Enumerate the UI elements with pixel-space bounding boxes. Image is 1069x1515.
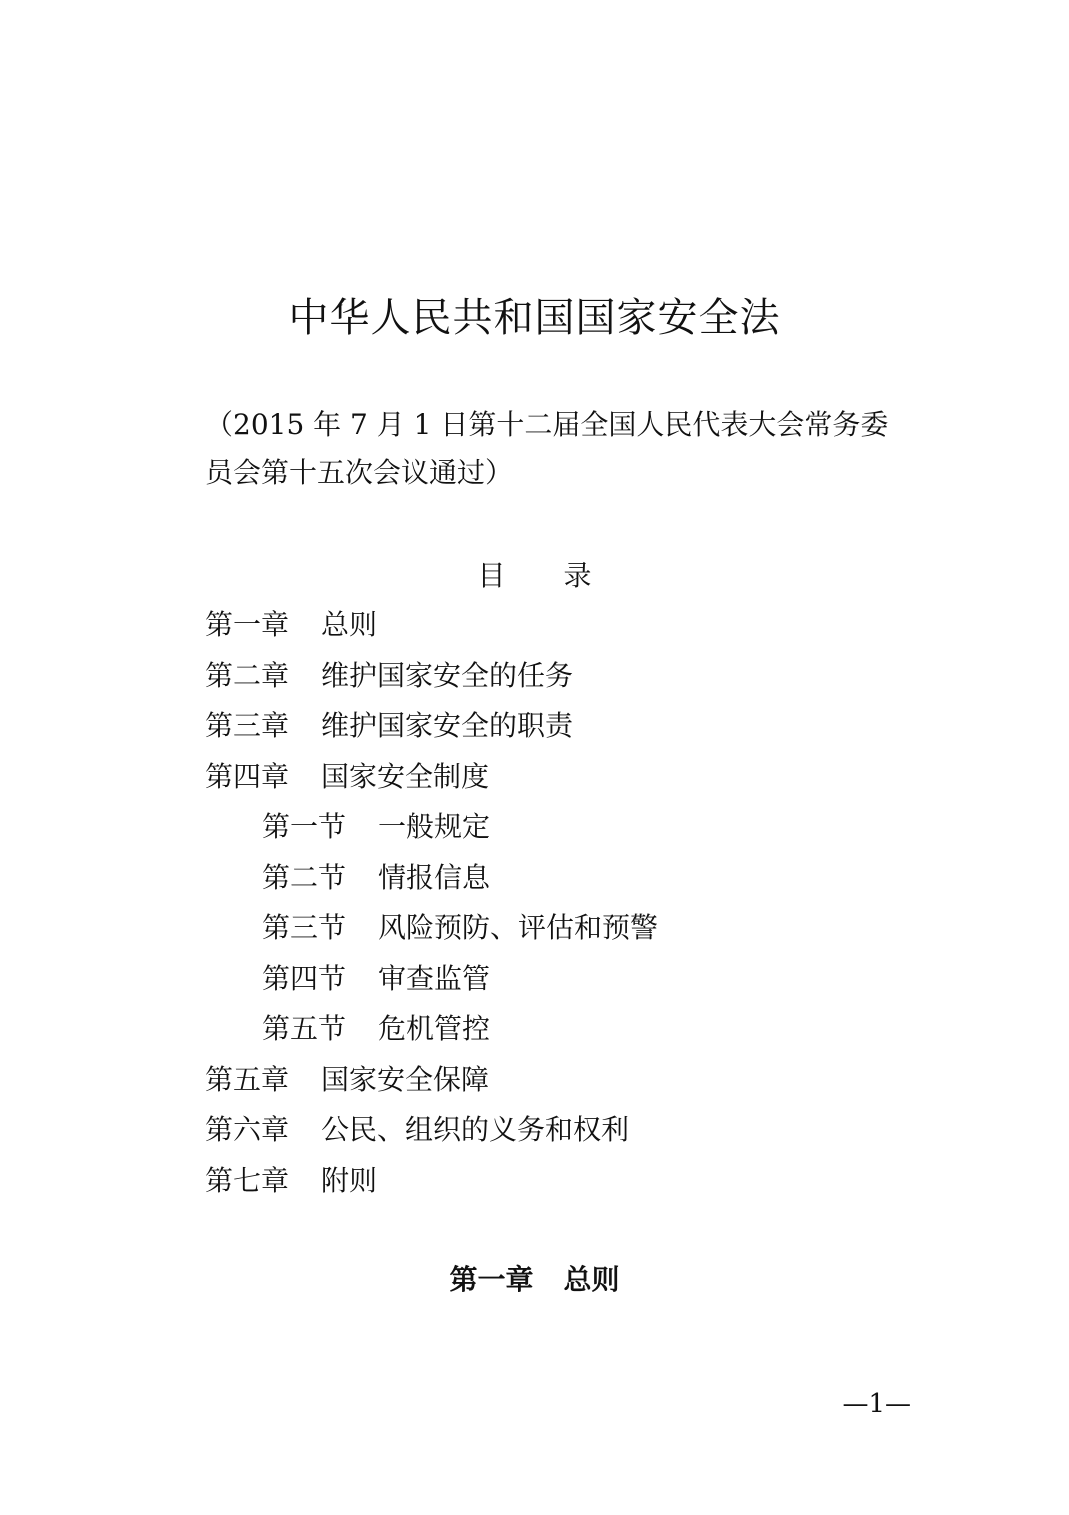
toc-item-section-1 — [205, 802, 658, 853]
toc-item-section-4 — [205, 954, 658, 1005]
toc-item-chapter-5 — [205, 1055, 658, 1106]
toc-item-chapter-3 — [205, 701, 658, 752]
toc-item-section-3 — [205, 903, 658, 954]
toc-item-title: 维护国家安全的任务 — [321, 658, 574, 692]
toc-item-number: 第二节 — [262, 860, 347, 894]
toc-item-section-2 — [205, 853, 658, 904]
toc-heading-char-2: 录 — [563, 559, 592, 592]
toc-item-number: 第五章 — [205, 1062, 290, 1096]
page-number: —1— — [842, 1389, 911, 1419]
toc-item-title: 一般规定 — [378, 810, 491, 843]
toc-item-title: 维护国家安全的职责 — [321, 709, 574, 742]
chapter-heading — [0, 1256, 1069, 1304]
toc-item-section-5 — [205, 1004, 658, 1055]
toc-item-title: 附则 — [321, 1163, 378, 1197]
toc-item-title: 总则 — [321, 608, 378, 641]
toc-item-number: 第七章 — [205, 1163, 290, 1197]
toc-item-number: 第四节 — [262, 961, 347, 995]
toc-item-number: 第六章 — [205, 1113, 290, 1146]
adoption-note-line-1: （2015 年 7 月 1 日第十二届全国人民代表大会常务委 — [205, 408, 889, 441]
toc-item-number: 第三节 — [262, 911, 347, 944]
toc-item-number: 第二章 — [205, 658, 290, 692]
toc-item-number: 第四章 — [205, 759, 290, 793]
toc-item-chapter-6 — [205, 1105, 658, 1156]
toc-item-number: 第五节 — [262, 1012, 347, 1045]
toc-item-number: 第一节 — [262, 810, 347, 843]
document-title: 中华人民共和国国家安全法 — [288, 295, 781, 341]
adoption-note-line-2: 员会第十五次会议通过） — [205, 456, 514, 489]
toc-item-title: 危机管控 — [378, 1012, 491, 1045]
toc-item-number: 第三章 — [205, 709, 290, 742]
toc-item-title: 国家安全制度 — [321, 759, 490, 793]
toc-item-chapter-7 — [205, 1156, 658, 1207]
chapter-heading-title: 总则 — [563, 1263, 620, 1296]
adoption-note — [205, 401, 905, 497]
toc-item-title: 审查监管 — [378, 961, 491, 995]
toc-item-chapter-4 — [205, 752, 658, 803]
toc-item-title: 国家安全保障 — [321, 1062, 490, 1096]
toc-item-number: 第一章 — [205, 608, 290, 641]
chapter-heading-number: 第一章 — [449, 1263, 534, 1296]
toc-item-title: 公民、组织的义务和权利 — [321, 1113, 630, 1146]
toc-item-chapter-2 — [205, 651, 658, 702]
toc-heading-char-1: 目 — [477, 559, 506, 592]
toc-item-chapter-1 — [205, 600, 658, 651]
toc-heading — [0, 552, 1069, 600]
toc-item-title: 情报信息 — [378, 860, 491, 894]
table-of-contents — [205, 600, 658, 1206]
toc-item-title: 风险预防、评估和预警 — [378, 911, 659, 944]
